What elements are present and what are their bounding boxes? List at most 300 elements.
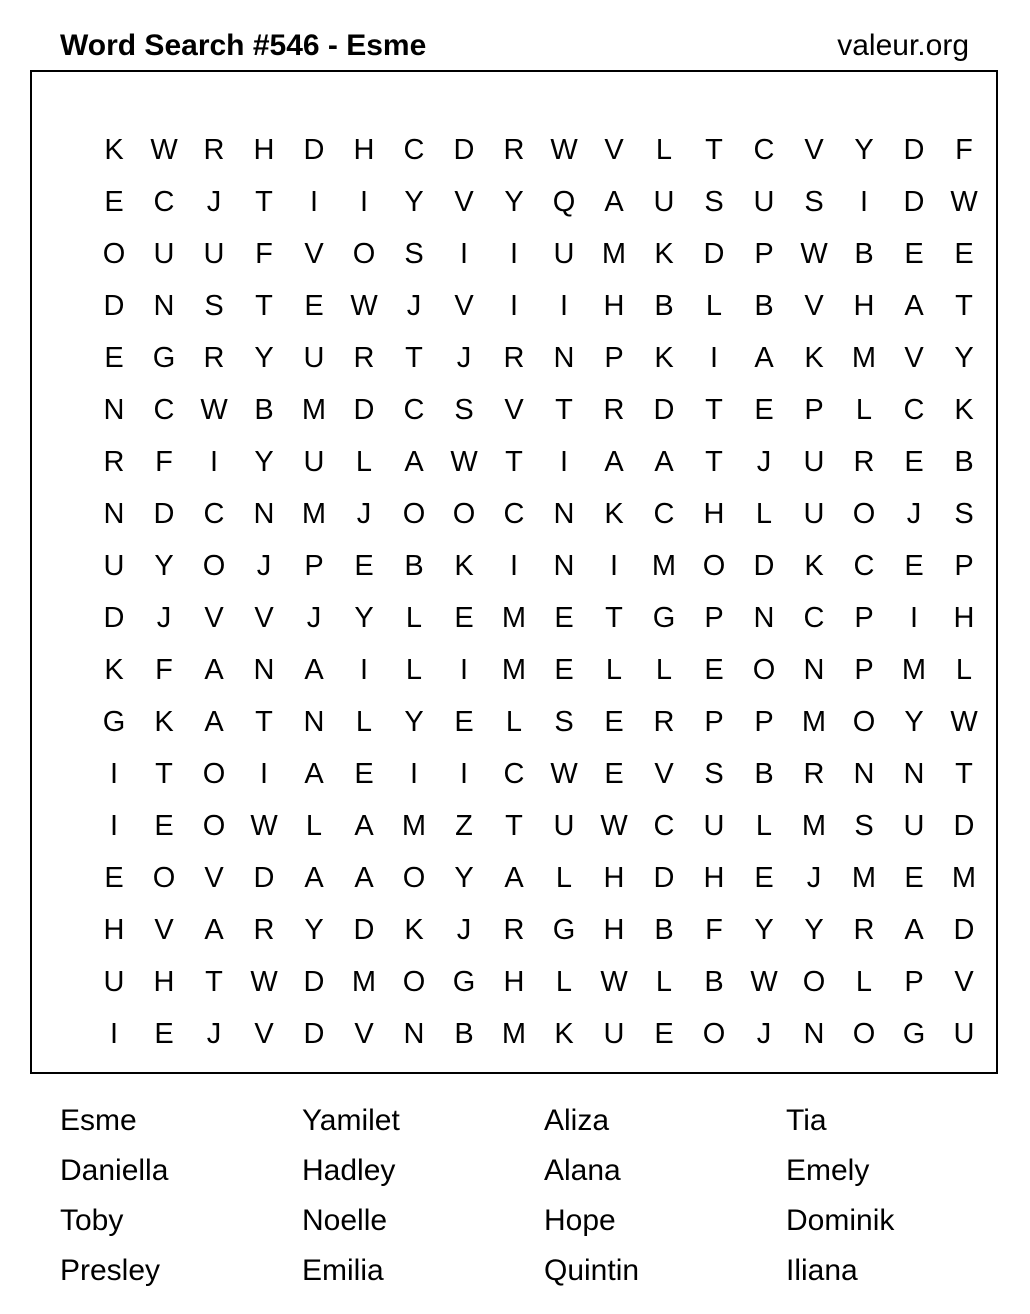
grid-cell[interactable]: H [603,913,625,946]
grid-cell[interactable]: A [204,653,224,686]
grid-cell[interactable]: I [909,601,919,634]
grid-cell[interactable]: O [202,549,226,582]
grid-cell[interactable]: O [452,497,476,530]
grid-cell[interactable]: D [653,393,675,426]
grid-cell[interactable]: F [155,445,173,478]
grid-cell[interactable]: O [802,965,826,998]
grid-cell[interactable]: P [704,705,724,738]
grid-cell[interactable]: N [103,393,125,426]
grid-cell[interactable]: P [704,601,724,634]
grid-cell[interactable]: U [803,497,825,530]
grid-cell[interactable]: N [753,601,775,634]
grid-cell[interactable]: W [200,393,228,426]
grid-cell[interactable]: V [604,133,624,166]
grid-cell[interactable]: I [509,237,519,270]
grid-cell[interactable]: Y [904,705,924,738]
grid-cell[interactable]: N [903,757,925,790]
grid-cell[interactable]: B [404,549,424,582]
grid-cell[interactable]: I [559,445,569,478]
grid-cell[interactable]: Y [254,341,274,374]
grid-cell[interactable]: L [655,133,673,166]
grid-cell[interactable]: Y [404,705,424,738]
grid-cell[interactable]: L [755,497,773,530]
grid-cell[interactable]: J [906,497,922,530]
grid-cell[interactable]: V [254,601,274,634]
grid-cell[interactable]: I [109,809,119,842]
grid-cell[interactable]: A [654,445,674,478]
grid-cell[interactable]: R [203,133,225,166]
grid-cell[interactable]: P [904,965,924,998]
grid-cell[interactable]: A [904,289,924,322]
grid-cell[interactable]: O [852,1017,876,1050]
grid-cell[interactable]: O [202,809,226,842]
grid-cell[interactable]: O [702,549,726,582]
grid-cell[interactable]: A [304,653,324,686]
grid-cell[interactable]: K [104,653,124,686]
grid-cell[interactable]: M [401,809,427,842]
grid-cell[interactable]: V [804,289,824,322]
grid-cell[interactable]: H [953,601,975,634]
grid-cell[interactable]: E [104,185,124,218]
grid-cell[interactable]: U [303,341,325,374]
grid-cell[interactable]: J [756,445,772,478]
grid-cell[interactable]: W [150,133,178,166]
grid-cell[interactable]: I [209,445,219,478]
grid-cell[interactable]: Y [254,445,274,478]
grid-cell[interactable]: J [806,861,822,894]
grid-cell[interactable]: K [804,549,824,582]
grid-cell[interactable]: M [851,861,877,894]
grid-cell[interactable]: O [852,497,876,530]
grid-cell[interactable]: S [954,497,974,530]
grid-cell[interactable]: E [654,1017,674,1050]
grid-cell[interactable]: M [901,653,927,686]
grid-cell[interactable]: D [353,393,375,426]
grid-cell[interactable]: D [753,549,775,582]
grid-cell[interactable]: E [604,757,624,790]
grid-cell[interactable]: L [855,393,873,426]
grid-cell[interactable]: S [704,185,724,218]
grid-cell[interactable]: S [804,185,824,218]
grid-cell[interactable]: T [605,601,623,634]
grid-cell[interactable]: H [603,861,625,894]
grid-cell[interactable]: Z [455,809,473,842]
grid-cell[interactable]: A [204,705,224,738]
grid-cell[interactable]: B [754,757,774,790]
grid-cell[interactable]: K [104,133,124,166]
grid-cell[interactable]: G [102,705,126,738]
grid-cell[interactable]: E [704,653,724,686]
grid-cell[interactable]: I [509,289,519,322]
grid-cell[interactable]: S [704,757,724,790]
grid-cell[interactable]: D [103,601,125,634]
grid-cell[interactable]: J [756,1017,772,1050]
grid-cell[interactable]: R [503,913,525,946]
grid-cell[interactable]: W [550,757,578,790]
grid-cell[interactable]: W [800,237,828,270]
grid-cell[interactable]: Y [354,601,374,634]
grid-cell[interactable]: E [904,445,924,478]
grid-cell[interactable]: V [904,341,924,374]
grid-cell[interactable]: U [953,1017,975,1050]
grid-cell[interactable]: U [903,809,925,842]
grid-cell[interactable]: H [253,133,275,166]
grid-cell[interactable]: N [553,497,575,530]
grid-cell[interactable]: D [703,237,725,270]
grid-cell[interactable]: E [104,341,124,374]
grid-cell[interactable]: B [754,289,774,322]
grid-cell[interactable]: B [254,393,274,426]
grid-cell[interactable]: C [653,809,675,842]
grid-cell[interactable]: Y [504,185,524,218]
grid-cell[interactable]: W [600,809,628,842]
grid-cell[interactable]: A [354,861,374,894]
grid-cell[interactable]: A [304,757,324,790]
grid-cell[interactable]: N [253,497,275,530]
grid-cell[interactable]: U [753,185,775,218]
grid-cell[interactable]: R [803,757,825,790]
grid-cell[interactable]: C [503,757,525,790]
grid-cell[interactable]: T [705,445,723,478]
grid-cell[interactable]: T [255,705,273,738]
grid-cell[interactable]: C [153,185,175,218]
grid-cell[interactable]: T [955,289,973,322]
grid-cell[interactable]: S [404,237,424,270]
grid-cell[interactable]: I [459,757,469,790]
grid-cell[interactable]: A [754,341,774,374]
grid-cell[interactable]: N [153,289,175,322]
grid-cell[interactable]: P [854,601,874,634]
grid-cell[interactable]: L [405,653,423,686]
grid-cell[interactable]: G [152,341,176,374]
grid-cell[interactable]: O [402,965,426,998]
grid-cell[interactable]: J [456,913,472,946]
grid-cell[interactable]: I [409,757,419,790]
grid-cell[interactable]: E [554,601,574,634]
grid-cell[interactable]: B [954,445,974,478]
grid-cell[interactable]: K [804,341,824,374]
grid-cell[interactable]: W [550,133,578,166]
grid-cell[interactable]: C [153,393,175,426]
grid-cell[interactable]: O [702,1017,726,1050]
grid-cell[interactable]: E [154,809,174,842]
grid-cell[interactable]: C [503,497,525,530]
grid-cell[interactable]: L [505,705,523,738]
grid-cell[interactable]: R [603,393,625,426]
grid-cell[interactable]: T [505,445,523,478]
grid-cell[interactable]: R [853,445,875,478]
grid-cell[interactable]: I [859,185,869,218]
grid-cell[interactable]: R [653,705,675,738]
grid-cell[interactable]: B [704,965,724,998]
grid-cell[interactable]: L [305,809,323,842]
grid-cell[interactable]: W [350,289,378,322]
grid-cell[interactable]: I [359,185,369,218]
grid-cell[interactable]: A [504,861,524,894]
grid-cell[interactable]: V [454,185,474,218]
grid-cell[interactable]: M [351,965,377,998]
grid-cell[interactable]: I [109,1017,119,1050]
grid-cell[interactable]: J [206,1017,222,1050]
grid-cell[interactable]: H [353,133,375,166]
grid-cell[interactable]: P [854,653,874,686]
grid-cell[interactable]: Y [854,133,874,166]
grid-cell[interactable]: L [855,965,873,998]
grid-cell[interactable]: M [501,653,527,686]
grid-cell[interactable]: R [353,341,375,374]
grid-cell[interactable]: U [703,809,725,842]
grid-cell[interactable]: P [954,549,974,582]
grid-cell[interactable]: H [103,913,125,946]
grid-cell[interactable]: P [754,237,774,270]
grid-cell[interactable]: M [851,341,877,374]
grid-cell[interactable]: H [853,289,875,322]
grid-cell[interactable]: V [154,913,174,946]
grid-cell[interactable]: O [852,705,876,738]
grid-cell[interactable]: D [953,913,975,946]
grid-cell[interactable]: R [853,913,875,946]
grid-cell[interactable]: E [304,289,324,322]
grid-cell[interactable]: I [459,653,469,686]
grid-cell[interactable]: R [503,133,525,166]
grid-cell[interactable]: L [355,445,373,478]
grid-cell[interactable]: E [904,549,924,582]
grid-cell[interactable]: N [553,549,575,582]
grid-cell[interactable]: L [705,289,723,322]
grid-cell[interactable]: E [104,861,124,894]
grid-cell[interactable]: L [555,861,573,894]
grid-cell[interactable]: A [304,861,324,894]
grid-cell[interactable]: B [654,913,674,946]
grid-cell[interactable]: V [354,1017,374,1050]
grid-cell[interactable]: D [903,133,925,166]
grid-cell[interactable]: K [654,237,674,270]
grid-cell[interactable]: V [654,757,674,790]
grid-cell[interactable]: V [254,1017,274,1050]
grid-cell[interactable]: I [609,549,619,582]
grid-cell[interactable]: C [853,549,875,582]
grid-cell[interactable]: E [154,1017,174,1050]
grid-cell[interactable]: W [600,965,628,998]
grid-cell[interactable]: T [255,185,273,218]
grid-cell[interactable]: K [554,1017,574,1050]
grid-cell[interactable]: T [405,341,423,374]
grid-cell[interactable]: O [152,861,176,894]
grid-cell[interactable]: L [355,705,373,738]
grid-cell[interactable]: Y [304,913,324,946]
grid-cell[interactable]: J [306,601,322,634]
grid-cell[interactable]: B [454,1017,474,1050]
grid-cell[interactable]: A [604,185,624,218]
grid-cell[interactable]: F [155,653,173,686]
grid-cell[interactable]: M [801,705,827,738]
grid-cell[interactable]: Y [454,861,474,894]
grid-cell[interactable]: U [203,237,225,270]
grid-cell[interactable]: D [303,965,325,998]
grid-cell[interactable]: T [205,965,223,998]
grid-cell[interactable]: J [256,549,272,582]
grid-cell[interactable]: R [253,913,275,946]
grid-cell[interactable]: J [206,185,222,218]
grid-cell[interactable]: D [253,861,275,894]
grid-cell[interactable]: G [902,1017,926,1050]
grid-cell[interactable]: D [903,185,925,218]
grid-cell[interactable]: M [301,393,327,426]
grid-cell[interactable]: Q [552,185,576,218]
grid-cell[interactable]: L [605,653,623,686]
grid-cell[interactable]: L [655,653,673,686]
grid-cell[interactable]: S [204,289,224,322]
grid-cell[interactable]: V [954,965,974,998]
grid-cell[interactable]: V [454,289,474,322]
grid-cell[interactable]: I [509,549,519,582]
grid-cell[interactable]: D [953,809,975,842]
grid-cell[interactable]: M [651,549,677,582]
grid-cell[interactable]: D [653,861,675,894]
grid-cell[interactable]: D [303,133,325,166]
grid-cell[interactable]: O [402,861,426,894]
grid-cell[interactable]: V [204,601,224,634]
grid-cell[interactable]: F [705,913,723,946]
grid-cell[interactable]: K [604,497,624,530]
grid-cell[interactable]: R [503,341,525,374]
grid-cell[interactable]: U [803,445,825,478]
grid-cell[interactable]: H [703,497,725,530]
grid-cell[interactable]: N [103,497,125,530]
grid-cell[interactable]: O [352,237,376,270]
grid-cell[interactable]: E [354,757,374,790]
grid-cell[interactable]: V [504,393,524,426]
grid-cell[interactable]: G [652,601,676,634]
grid-cell[interactable]: V [204,861,224,894]
grid-cell[interactable]: O [402,497,426,530]
grid-cell[interactable]: U [653,185,675,218]
grid-cell[interactable]: E [604,705,624,738]
grid-cell[interactable]: J [156,601,172,634]
grid-cell[interactable]: H [153,965,175,998]
grid-cell[interactable]: N [803,1017,825,1050]
grid-cell[interactable]: S [454,393,474,426]
grid-cell[interactable]: C [753,133,775,166]
grid-cell[interactable]: P [304,549,324,582]
grid-cell[interactable]: T [255,289,273,322]
grid-cell[interactable]: E [904,237,924,270]
grid-cell[interactable]: K [454,549,474,582]
grid-cell[interactable]: K [404,913,424,946]
grid-cell[interactable]: P [754,705,774,738]
grid-cell[interactable]: U [103,549,125,582]
grid-cell[interactable]: E [954,237,974,270]
grid-cell[interactable]: T [955,757,973,790]
grid-cell[interactable]: R [203,341,225,374]
grid-cell[interactable]: B [854,237,874,270]
grid-cell[interactable]: F [255,237,273,270]
grid-cell[interactable]: U [153,237,175,270]
grid-cell[interactable]: O [202,757,226,790]
grid-cell[interactable]: S [554,705,574,738]
grid-cell[interactable]: J [406,289,422,322]
grid-cell[interactable]: E [754,393,774,426]
grid-cell[interactable]: Y [154,549,174,582]
grid-cell[interactable]: Y [954,341,974,374]
grid-cell[interactable]: T [505,809,523,842]
grid-cell[interactable]: M [601,237,627,270]
grid-cell[interactable]: D [353,913,375,946]
grid-cell[interactable]: U [603,1017,625,1050]
grid-cell[interactable]: I [109,757,119,790]
grid-cell[interactable]: U [553,237,575,270]
grid-cell[interactable]: W [950,185,978,218]
grid-cell[interactable]: I [359,653,369,686]
grid-cell[interactable]: J [456,341,472,374]
grid-cell[interactable]: C [903,393,925,426]
grid-cell[interactable]: M [501,1017,527,1050]
grid-cell[interactable]: E [754,861,774,894]
grid-cell[interactable]: H [503,965,525,998]
grid-cell[interactable]: A [604,445,624,478]
grid-cell[interactable]: U [553,809,575,842]
grid-cell[interactable]: O [752,653,776,686]
grid-cell[interactable]: F [955,133,973,166]
grid-cell[interactable]: R [103,445,125,478]
grid-cell[interactable]: E [554,653,574,686]
grid-cell[interactable]: S [854,809,874,842]
grid-cell[interactable]: M [951,861,977,894]
grid-cell[interactable]: W [450,445,478,478]
grid-cell[interactable]: E [454,601,474,634]
grid-cell[interactable]: T [155,757,173,790]
grid-cell[interactable]: I [259,757,269,790]
grid-cell[interactable]: V [304,237,324,270]
grid-cell[interactable]: N [253,653,275,686]
grid-cell[interactable]: C [803,601,825,634]
grid-cell[interactable]: H [603,289,625,322]
grid-cell[interactable]: M [801,809,827,842]
grid-cell[interactable]: E [904,861,924,894]
grid-cell[interactable]: N [853,757,875,790]
grid-cell[interactable]: L [755,809,773,842]
grid-cell[interactable]: N [403,1017,425,1050]
grid-cell[interactable]: C [403,393,425,426]
grid-cell[interactable]: D [303,1017,325,1050]
grid-cell[interactable]: Y [404,185,424,218]
grid-cell[interactable]: M [501,601,527,634]
grid-cell[interactable]: N [803,653,825,686]
grid-cell[interactable]: K [154,705,174,738]
grid-cell[interactable]: T [705,133,723,166]
grid-cell[interactable]: G [552,913,576,946]
grid-cell[interactable]: E [354,549,374,582]
grid-cell[interactable]: W [250,965,278,998]
grid-cell[interactable]: D [103,289,125,322]
grid-cell[interactable]: U [303,445,325,478]
grid-cell[interactable]: A [404,445,424,478]
grid-cell[interactable]: P [804,393,824,426]
grid-cell[interactable]: O [102,237,126,270]
grid-cell[interactable]: H [703,861,725,894]
grid-cell[interactable]: I [559,289,569,322]
grid-cell[interactable]: Y [754,913,774,946]
grid-cell[interactable]: I [309,185,319,218]
grid-cell[interactable]: K [654,341,674,374]
grid-cell[interactable]: T [555,393,573,426]
grid-cell[interactable]: A [354,809,374,842]
grid-cell[interactable]: C [403,133,425,166]
grid-cell[interactable]: D [153,497,175,530]
grid-cell[interactable]: M [301,497,327,530]
grid-cell[interactable]: I [709,341,719,374]
grid-cell[interactable]: W [250,809,278,842]
